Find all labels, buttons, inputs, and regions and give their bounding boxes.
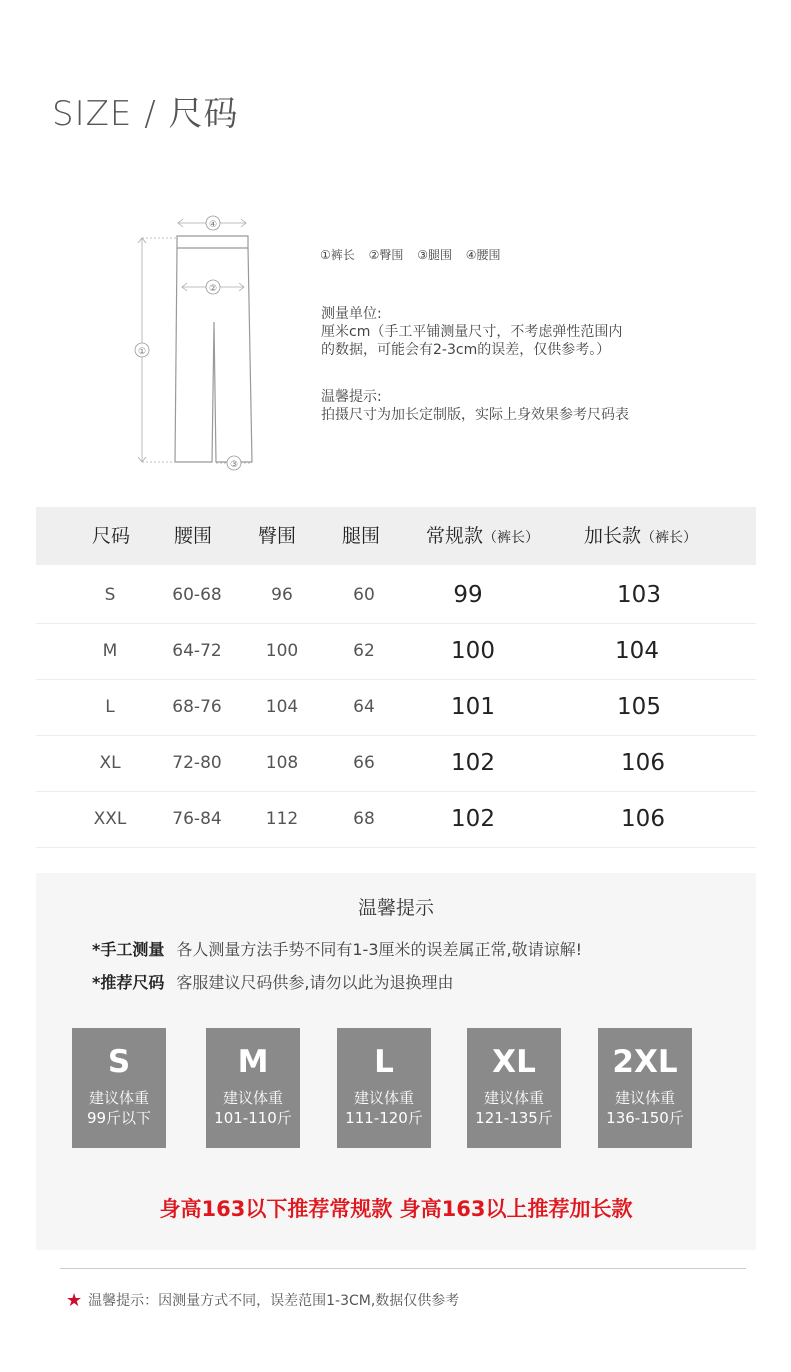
header-regular xyxy=(426,507,539,565)
card-label: 建议体重 xyxy=(88,1089,149,1107)
cell-waist: 64-72 xyxy=(172,641,222,661)
cell-regular: 99 xyxy=(453,582,483,608)
card-weight: 136-150斤 xyxy=(606,1109,684,1127)
cell-hip: 112 xyxy=(265,809,299,829)
cell-size: M xyxy=(102,641,118,661)
cell-waist: 72-80 xyxy=(172,753,222,773)
leg-marker: ③ xyxy=(229,460,239,470)
length-marker: ① xyxy=(137,347,147,357)
cell-leg: 62 xyxy=(353,641,375,661)
card-weight: 121-135斤 xyxy=(475,1109,553,1127)
card-size: S xyxy=(107,1044,131,1080)
footer-text: 温馨提示：因测量方式不同，误差范围1-3CM,数据仅供参考 xyxy=(88,1293,460,1309)
header-hip: 臀围 xyxy=(258,525,297,547)
unit-line-1: 厘米cm（手工平铺测量尺寸，不考虑弹性范围内 xyxy=(321,324,623,340)
tip-label: *推荐尺码 xyxy=(92,973,165,992)
table-row xyxy=(36,679,756,736)
legend-length: ①裤长 xyxy=(320,248,355,262)
waistband-outline xyxy=(177,236,248,248)
tip-line-recommend xyxy=(92,970,453,993)
cell-hip: 104 xyxy=(265,697,299,717)
cell-waist: 76-84 xyxy=(172,809,222,829)
height-recommendation: 身高163以下推荐常规款 身高163以上推荐加长款 xyxy=(159,1197,633,1221)
card-weight: 101-110斤 xyxy=(214,1109,292,1127)
cell-hip: 108 xyxy=(265,753,299,773)
header-regular-label: 常规款 xyxy=(426,525,484,547)
pants-diagram xyxy=(120,212,270,482)
tip-text: 拍摄尺寸为加长定制版，实际上身效果参考尺码表 xyxy=(321,407,629,423)
tip-text: 客服建议尺码供参,请勿以此为退换理由 xyxy=(176,973,454,992)
page-title: SIZE / 尺码 xyxy=(52,94,239,134)
photo-size-note xyxy=(321,388,629,424)
cell-leg: 66 xyxy=(353,753,375,773)
cell-long: 105 xyxy=(617,694,661,720)
tip-label: 温馨提示: xyxy=(321,389,382,405)
cell-leg: 68 xyxy=(353,809,375,829)
cell-leg: 60 xyxy=(353,585,375,605)
card-label: 建议体重 xyxy=(483,1089,544,1107)
cell-waist: 60-68 xyxy=(172,585,222,605)
table-row xyxy=(36,735,756,792)
header-long-label: 加长款 xyxy=(584,525,642,547)
measure-legend xyxy=(320,246,511,263)
tip-text: 各人测量方法手势不同有1-3厘米的误差属正常,敬请谅解! xyxy=(176,940,583,959)
size-card-s xyxy=(72,1028,166,1148)
tips-box xyxy=(36,873,756,1250)
header-long-note: （裤长） xyxy=(641,530,698,546)
size-card-xl xyxy=(467,1028,561,1148)
size-table-header xyxy=(36,507,756,565)
cell-long: 104 xyxy=(615,638,659,664)
cell-long: 103 xyxy=(617,582,661,608)
cell-hip: 100 xyxy=(265,641,299,661)
cell-hip: 96 xyxy=(271,585,293,605)
size-card-l xyxy=(337,1028,431,1148)
card-label: 建议体重 xyxy=(353,1089,414,1107)
table-row xyxy=(36,623,756,680)
cell-regular: 102 xyxy=(451,750,495,776)
card-label: 建议体重 xyxy=(222,1089,283,1107)
header-long xyxy=(584,507,697,565)
cell-leg: 64 xyxy=(353,697,375,717)
legend-hip: ②臀围 xyxy=(368,248,404,262)
header-size: 尺码 xyxy=(92,525,131,547)
cell-size: XL xyxy=(99,753,121,773)
cell-regular: 102 xyxy=(451,806,495,832)
footer-divider xyxy=(60,1268,746,1269)
cell-size: XXL xyxy=(93,809,127,829)
cell-regular: 101 xyxy=(451,694,495,720)
legend-waist: ④腰围 xyxy=(465,248,501,262)
card-size: M xyxy=(237,1044,269,1080)
tips-title: 温馨提示 xyxy=(357,897,434,919)
tip-line-measure xyxy=(92,937,582,960)
cell-size: L xyxy=(105,697,115,717)
size-card-2xl xyxy=(598,1028,692,1148)
star-icon: ★ xyxy=(66,1290,83,1311)
table-row xyxy=(36,791,756,848)
header-leg: 腿围 xyxy=(342,525,381,547)
card-weight: 111-120斤 xyxy=(345,1109,423,1127)
header-waist: 腰围 xyxy=(174,525,213,547)
measure-unit-note xyxy=(321,305,622,359)
card-size: 2XL xyxy=(612,1044,678,1080)
tip-label: *手工测量 xyxy=(92,940,165,959)
hip-marker: ② xyxy=(208,284,218,294)
card-label: 建议体重 xyxy=(614,1089,675,1107)
cell-regular: 100 xyxy=(451,638,495,664)
cell-long: 106 xyxy=(621,750,665,776)
cell-long: 106 xyxy=(621,806,665,832)
legend-leg: ③腿围 xyxy=(417,248,452,262)
table-row xyxy=(36,567,756,624)
cell-waist: 68-76 xyxy=(172,697,222,717)
header-regular-note: （裤长） xyxy=(483,530,540,546)
card-size: L xyxy=(374,1044,394,1080)
waist-marker: ④ xyxy=(208,220,218,230)
cell-size: S xyxy=(104,585,116,605)
card-weight: 99斤以下 xyxy=(86,1109,152,1127)
card-size: XL xyxy=(492,1044,536,1080)
footer-note xyxy=(66,1290,459,1311)
unit-line-2: 的数据，可能会有2-3cm的误差，仅供参考。） xyxy=(321,342,611,358)
unit-label: 测量单位: xyxy=(321,306,382,322)
size-card-m xyxy=(206,1028,300,1148)
